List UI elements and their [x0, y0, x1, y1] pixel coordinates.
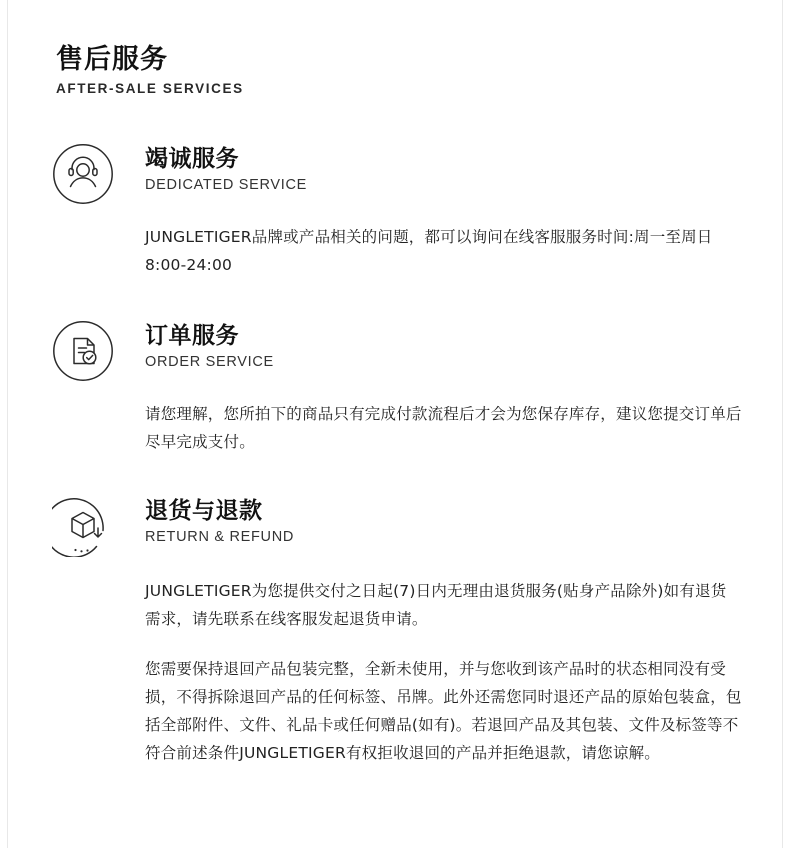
- page-header: [56, 44, 244, 96]
- section-dedicated-service: [52, 143, 742, 279]
- section-body: [145, 577, 742, 767]
- section-title-en: ORDER SERVICE: [145, 353, 274, 370]
- section-paragraph: 请您理解，您所拍下的商品只有完成付款流程后才会为您保存库存，建议您提交订单后尽早完成支付。: [145, 405, 742, 451]
- section-header: [52, 495, 742, 559]
- headset-support-icon: [52, 143, 114, 205]
- page-left-border: [0, 0, 8, 848]
- section-title-cn: 竭诚服务: [145, 146, 239, 172]
- section-title-cn: 退货与退款: [145, 498, 263, 524]
- section-paragraph: JUNGLETIGER品牌或产品相关的问题，都可以询问在线客服服务时间:周一至周日8:00-24:00: [145, 228, 713, 274]
- section-titles: [145, 495, 742, 545]
- section-title-en: RETURN & REFUND: [145, 528, 295, 545]
- order-document-check-icon: [52, 320, 114, 382]
- page-right-border: [782, 0, 790, 848]
- section-order-service: [52, 320, 742, 456]
- section-body: [145, 223, 742, 279]
- section-title-en: DEDICATED SERVICE: [145, 176, 308, 193]
- section-paragraph: JUNGLETIGER为您提供交付之日起(7)日内无理由退货服务(贴身产品除外)如有退货需求，请先联系在线客服发起退货申请。: [145, 582, 727, 628]
- section-titles: [145, 143, 742, 193]
- section-header: [52, 320, 742, 384]
- section-paragraph: 您需要保持退回产品包装完整，全新未使用，并与您收到该产品时的状态相同没有受损，不得拆除退回产品的任何标签、吊牌。此外还需您同时退还产品的原始包装盒，包括全部附件、文件、礼品卡或任何赠品(如有)。若退回产品及其包装、文件及标签等不符合前述条件JUNGLETIGER有权拒收退回的产品并拒绝退款，请您谅解。: [145, 660, 742, 762]
- section-return-refund: [52, 495, 742, 767]
- section-body: [145, 400, 742, 456]
- section-header: [52, 143, 742, 207]
- section-title-cn: 订单服务: [145, 323, 239, 349]
- page-title: 售后服务: [56, 44, 168, 75]
- section-titles: [145, 320, 742, 370]
- return-box-arrow-icon: [52, 495, 114, 557]
- page-subtitle: AFTER-SALE SERVICES: [56, 81, 244, 97]
